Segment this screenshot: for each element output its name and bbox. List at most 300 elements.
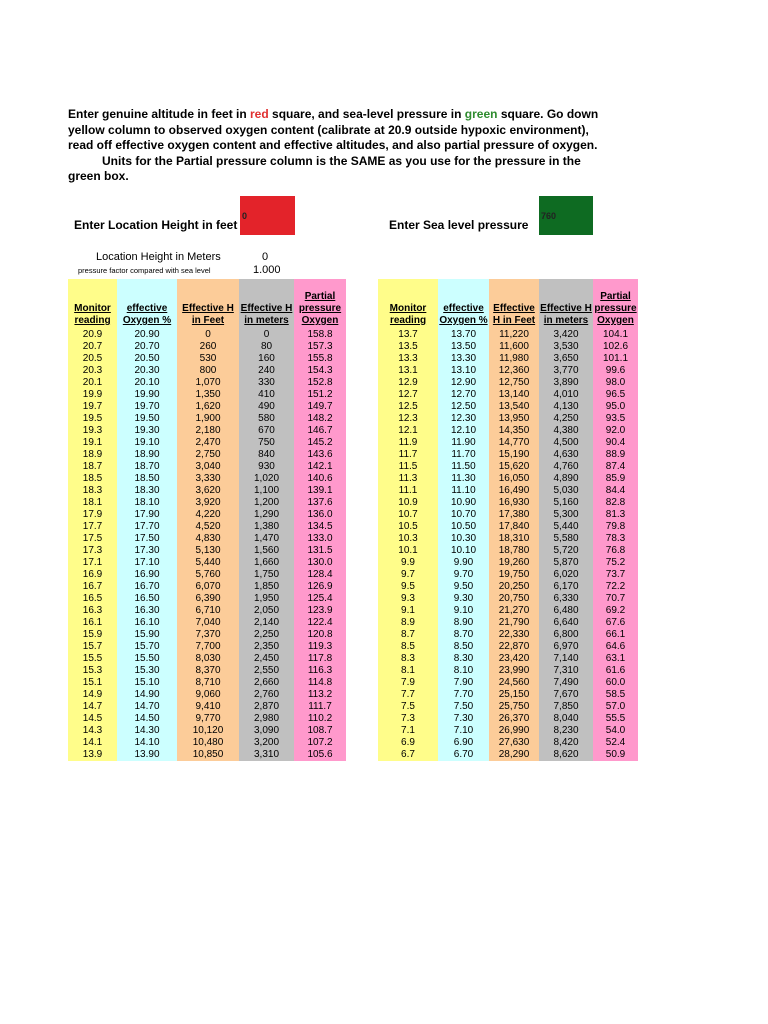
effective-feet-cell: 10,480 [177,737,239,749]
effective-feet-cell: 27,630 [489,737,539,749]
partial-pressure-cell: 88.9 [593,449,638,461]
partial-pressure-cell: 70.7 [593,593,638,605]
monitor-reading-cell: 8.3 [378,653,438,665]
monitor-reading-cell: 14.9 [68,689,117,701]
effective-oxygen-cell: 20.70 [117,341,177,353]
partial-pressure-cell: 87.4 [593,461,638,473]
table-row [68,725,346,737]
monitor-reading-cell: 13.5 [378,341,438,353]
partial-pressure-cell: 113.2 [294,689,346,701]
partial-pressure-cell: 75.2 [593,557,638,569]
monitor-reading-cell: 13.7 [378,329,438,341]
effective-meters-cell: 1,660 [239,557,294,569]
effective-meters-cell: 2,450 [239,653,294,665]
monitor-reading-cell: 18.1 [68,497,117,509]
effective-meters-cell: 1,750 [239,569,294,581]
factor-label: pressure factor compared with sea level [78,266,211,275]
effective-oxygen-cell: 10.10 [438,545,489,557]
effective-oxygen-cell: 7.50 [438,701,489,713]
effective-oxygen-cell: 19.50 [117,413,177,425]
partial-pressure-cell: 67.6 [593,617,638,629]
partial-pressure-cell: 140.6 [294,473,346,485]
table-row [68,581,346,593]
effective-feet-cell: 14,770 [489,437,539,449]
effective-oxygen-cell: 8.10 [438,665,489,677]
monitor-reading-cell: 19.3 [68,425,117,437]
effective-oxygen-cell: 9.70 [438,569,489,581]
partial-pressure-cell: 82.8 [593,497,638,509]
table-row [68,449,346,461]
monitor-reading-cell: 15.7 [68,641,117,653]
effective-feet-cell: 8,030 [177,653,239,665]
effective-oxygen-cell: 10.70 [438,509,489,521]
table-row [68,569,346,581]
table-row [68,329,346,341]
table-row [68,473,346,485]
effective-meters-cell: 3,650 [539,353,593,365]
partial-pressure-cell: 98.0 [593,377,638,389]
table-row [378,389,638,401]
table-row [378,677,638,689]
partial-pressure-cell: 60.0 [593,677,638,689]
effective-feet-cell: 6,070 [177,581,239,593]
table-header-row [68,279,346,329]
table-row [68,389,346,401]
monitor-reading-cell: 15.3 [68,665,117,677]
monitor-reading-cell: 12.9 [378,377,438,389]
effective-meters-cell: 240 [239,365,294,377]
monitor-reading-cell: 20.7 [68,341,117,353]
effective-meters-cell: 5,300 [539,509,593,521]
effective-meters-cell: 1,850 [239,581,294,593]
monitor-reading-cell: 8.1 [378,665,438,677]
effective-feet-cell: 24,560 [489,677,539,689]
table-row [68,353,346,365]
table-row [68,461,346,473]
monitor-reading-cell: 18.5 [68,473,117,485]
partial-pressure-cell: 133.0 [294,533,346,545]
effective-oxygen-cell: 16.70 [117,581,177,593]
monitor-reading-cell: 9.5 [378,581,438,593]
effective-oxygen-cell: 14.50 [117,713,177,725]
partial-pressure-cell: 157.3 [294,341,346,353]
table-row [68,401,346,413]
effective-feet-cell: 16,930 [489,497,539,509]
table-row [68,713,346,725]
effective-meters-cell: 2,980 [239,713,294,725]
table-row [378,485,638,497]
effective-oxygen-cell: 15.10 [117,677,177,689]
effective-oxygen-cell: 14.30 [117,725,177,737]
effective-feet-cell: 22,330 [489,629,539,641]
table-row [68,749,346,761]
partial-pressure-cell: 108.7 [294,725,346,737]
effective-oxygen-cell: 6.70 [438,749,489,761]
effective-meters-cell: 4,630 [539,449,593,461]
monitor-reading-cell: 19.5 [68,413,117,425]
effective-meters-cell: 5,440 [539,521,593,533]
monitor-reading-cell: 20.9 [68,329,117,341]
monitor-reading-cell: 20.3 [68,365,117,377]
table-row [378,449,638,461]
partial-pressure-cell: 76.8 [593,545,638,557]
effective-meters-cell: 410 [239,389,294,401]
effective-feet-cell: 3,620 [177,485,239,497]
effective-oxygen-cell: 14.10 [117,737,177,749]
effective-meters-cell: 8,620 [539,749,593,761]
effective-meters-cell: 2,870 [239,701,294,713]
effective-feet-cell: 14,350 [489,425,539,437]
effective-oxygen-cell: 19.70 [117,401,177,413]
partial-pressure-cell: 66.1 [593,629,638,641]
effective-feet-cell: 26,990 [489,725,539,737]
header-effective-feet: Effective H in Feet [177,279,239,329]
effective-meters-cell: 2,550 [239,665,294,677]
header-effective-feet: Effective H in Feet [489,279,539,329]
effective-oxygen-cell: 12.30 [438,413,489,425]
partial-pressure-cell: 125.4 [294,593,346,605]
effective-oxygen-cell: 20.90 [117,329,177,341]
table-row [378,689,638,701]
partial-pressure-cell: 154.3 [294,365,346,377]
effective-feet-cell: 22,870 [489,641,539,653]
effective-meters-cell: 840 [239,449,294,461]
table-row [68,341,346,353]
effective-meters-cell: 1,100 [239,485,294,497]
effective-feet-cell: 11,600 [489,341,539,353]
effective-oxygen-cell: 18.30 [117,485,177,497]
effective-feet-cell: 2,470 [177,437,239,449]
effective-meters-cell: 1,290 [239,509,294,521]
monitor-reading-cell: 9.3 [378,593,438,605]
effective-feet-cell: 19,750 [489,569,539,581]
effective-oxygen-cell: 13.30 [438,353,489,365]
effective-oxygen-cell: 19.10 [117,437,177,449]
effective-feet-cell: 7,700 [177,641,239,653]
partial-pressure-cell: 104.1 [593,329,638,341]
effective-meters-cell: 5,580 [539,533,593,545]
effective-meters-cell: 1,380 [239,521,294,533]
effective-feet-cell: 16,050 [489,473,539,485]
partial-pressure-cell: 114.8 [294,677,346,689]
table-row [68,521,346,533]
monitor-reading-cell: 14.5 [68,713,117,725]
pressure-input-cell[interactable]: 760 [539,196,593,235]
partial-pressure-cell: 84.4 [593,485,638,497]
partial-pressure-cell: 102.6 [593,341,638,353]
meters-value: 0 [262,251,269,263]
monitor-reading-cell: 7.5 [378,701,438,713]
table-row [378,461,638,473]
instructions [68,107,628,185]
effective-oxygen-cell: 9.90 [438,557,489,569]
partial-pressure-cell: 134.5 [294,521,346,533]
effective-meters-cell: 2,660 [239,677,294,689]
effective-meters-cell: 4,890 [539,473,593,485]
effective-meters-cell: 6,020 [539,569,593,581]
partial-pressure-cell: 120.8 [294,629,346,641]
partial-pressure-cell: 69.2 [593,605,638,617]
partial-pressure-cell: 142.1 [294,461,346,473]
effective-meters-cell: 5,720 [539,545,593,557]
effective-oxygen-cell: 13.10 [438,365,489,377]
table-row [68,557,346,569]
effective-oxygen-cell: 20.30 [117,365,177,377]
monitor-reading-cell: 20.1 [68,377,117,389]
intro-line4: Units for the Partial pressure column is the SAME as you use for the pressure in the [102,153,581,168]
table-row [68,509,346,521]
partial-pressure-cell: 92.0 [593,425,638,437]
monitor-reading-cell: 9.1 [378,605,438,617]
monitor-reading-cell: 12.5 [378,401,438,413]
effective-oxygen-cell: 15.30 [117,665,177,677]
intro-line1c: square. Go down [497,107,599,121]
table-row [68,485,346,497]
table-row [68,629,346,641]
effective-meters-cell: 3,310 [239,749,294,761]
table-row [68,689,346,701]
effective-meters-cell: 580 [239,413,294,425]
partial-pressure-cell: 137.6 [294,497,346,509]
monitor-reading-cell: 14.1 [68,737,117,749]
effective-meters-cell: 2,760 [239,689,294,701]
effective-feet-cell: 6,390 [177,593,239,605]
table-row [68,605,346,617]
effective-feet-cell: 11,220 [489,329,539,341]
partial-pressure-cell: 158.8 [294,329,346,341]
partial-pressure-cell: 105.6 [294,749,346,761]
monitor-reading-cell: 10.1 [378,545,438,557]
monitor-reading-cell: 6.7 [378,749,438,761]
effective-oxygen-cell: 15.50 [117,653,177,665]
effective-oxygen-cell: 13.70 [438,329,489,341]
effective-meters-cell: 7,490 [539,677,593,689]
partial-pressure-cell: 107.2 [294,737,346,749]
effective-oxygen-cell: 17.70 [117,521,177,533]
intro-line1b: square, and sea-level pressure in [268,107,465,121]
table-row [378,377,638,389]
effective-meters-cell: 6,640 [539,617,593,629]
effective-feet-cell: 3,920 [177,497,239,509]
effective-feet-cell: 28,290 [489,749,539,761]
effective-feet-cell: 10,850 [177,749,239,761]
effective-feet-cell: 17,840 [489,521,539,533]
monitor-reading-cell: 18.7 [68,461,117,473]
monitor-reading-cell: 17.7 [68,521,117,533]
table-row [68,497,346,509]
effective-oxygen-cell: 17.30 [117,545,177,557]
pressure-input-label: Enter Sea level pressure [389,218,529,232]
partial-pressure-cell: 54.0 [593,725,638,737]
monitor-reading-cell: 7.7 [378,689,438,701]
table-row [68,737,346,749]
monitor-reading-cell: 11.9 [378,437,438,449]
effective-meters-cell: 7,670 [539,689,593,701]
partial-pressure-cell: 93.5 [593,413,638,425]
header-monitor-reading: Monitor reading [68,279,117,329]
monitor-reading-cell: 19.1 [68,437,117,449]
partial-pressure-cell: 52.4 [593,737,638,749]
partial-pressure-cell: 101.1 [593,353,638,365]
table-row [68,617,346,629]
monitor-reading-cell: 11.3 [378,473,438,485]
table-row [378,665,638,677]
effective-feet-cell: 26,370 [489,713,539,725]
table-row [378,701,638,713]
effective-oxygen-cell: 7.10 [438,725,489,737]
effective-oxygen-cell: 15.70 [117,641,177,653]
effective-feet-cell: 12,750 [489,377,539,389]
effective-meters-cell: 7,140 [539,653,593,665]
effective-feet-cell: 530 [177,353,239,365]
effective-oxygen-cell: 18.70 [117,461,177,473]
monitor-reading-cell: 7.1 [378,725,438,737]
monitor-reading-cell: 6.9 [378,737,438,749]
effective-feet-cell: 15,620 [489,461,539,473]
monitor-reading-cell: 12.3 [378,413,438,425]
effective-feet-cell: 21,270 [489,605,539,617]
monitor-reading-cell: 17.1 [68,557,117,569]
partial-pressure-cell: 85.9 [593,473,638,485]
table-row [68,365,346,377]
monitor-reading-cell: 12.1 [378,425,438,437]
effective-feet-cell: 8,370 [177,665,239,677]
effective-oxygen-cell: 11.90 [438,437,489,449]
effective-meters-cell: 1,950 [239,593,294,605]
effective-meters-cell: 490 [239,401,294,413]
effective-feet-cell: 21,790 [489,617,539,629]
table-row [68,377,346,389]
effective-feet-cell: 1,900 [177,413,239,425]
table-row [378,605,638,617]
effective-feet-cell: 25,750 [489,701,539,713]
partial-pressure-cell: 57.0 [593,701,638,713]
partial-pressure-cell: 119.3 [294,641,346,653]
monitor-reading-cell: 14.7 [68,701,117,713]
partial-pressure-cell: 131.5 [294,545,346,557]
effective-feet-cell: 1,070 [177,377,239,389]
effective-feet-cell: 800 [177,365,239,377]
table-row [378,725,638,737]
effective-oxygen-cell: 11.50 [438,461,489,473]
effective-feet-cell: 7,370 [177,629,239,641]
table-row [378,329,638,341]
effective-meters-cell: 2,050 [239,605,294,617]
effective-meters-cell: 750 [239,437,294,449]
effective-meters-cell: 2,350 [239,641,294,653]
partial-pressure-cell: 139.1 [294,485,346,497]
table-row [378,425,638,437]
effective-oxygen-cell: 17.90 [117,509,177,521]
header-monitor-reading: Monitor reading [378,279,438,329]
table-row [378,497,638,509]
effective-oxygen-cell: 13.50 [438,341,489,353]
partial-pressure-cell: 110.2 [294,713,346,725]
partial-pressure-cell: 117.8 [294,653,346,665]
monitor-reading-cell: 16.3 [68,605,117,617]
effective-feet-cell: 9,770 [177,713,239,725]
effective-meters-cell: 3,420 [539,329,593,341]
monitor-reading-cell: 15.9 [68,629,117,641]
effective-oxygen-cell: 18.10 [117,497,177,509]
table-row [68,653,346,665]
effective-oxygen-cell: 11.10 [438,485,489,497]
effective-oxygen-cell: 9.10 [438,605,489,617]
effective-feet-cell: 17,380 [489,509,539,521]
monitor-reading-cell: 10.5 [378,521,438,533]
monitor-reading-cell: 11.1 [378,485,438,497]
effective-meters-cell: 330 [239,377,294,389]
effective-oxygen-cell: 7.90 [438,677,489,689]
effective-feet-cell: 3,040 [177,461,239,473]
effective-feet-cell: 5,440 [177,557,239,569]
header-partial-pressure: Partial pressure Oxygen [294,279,346,329]
partial-pressure-cell: 128.4 [294,569,346,581]
effective-oxygen-cell: 19.30 [117,425,177,437]
height-input-cell[interactable]: 0 [240,196,295,235]
effective-meters-cell: 3,090 [239,725,294,737]
table-row [378,365,638,377]
effective-meters-cell: 930 [239,461,294,473]
partial-pressure-cell: 95.0 [593,401,638,413]
effective-meters-cell: 4,250 [539,413,593,425]
monitor-reading-cell: 19.7 [68,401,117,413]
effective-meters-cell: 6,800 [539,629,593,641]
table-header-row [378,279,638,329]
effective-oxygen-cell: 12.70 [438,389,489,401]
header-effective-oxygen: effective Oxygen % [438,279,489,329]
effective-oxygen-cell: 8.30 [438,653,489,665]
effective-oxygen-cell: 15.90 [117,629,177,641]
effective-oxygen-cell: 16.50 [117,593,177,605]
table-row [378,653,638,665]
monitor-reading-cell: 14.3 [68,725,117,737]
effective-feet-cell: 7,040 [177,617,239,629]
table-row [68,545,346,557]
partial-pressure-cell: 155.8 [294,353,346,365]
monitor-reading-cell: 15.5 [68,653,117,665]
partial-pressure-cell: 149.7 [294,401,346,413]
effective-oxygen-cell: 8.70 [438,629,489,641]
partial-pressure-cell: 73.7 [593,569,638,581]
effective-meters-cell: 670 [239,425,294,437]
monitor-reading-cell: 20.5 [68,353,117,365]
effective-oxygen-cell: 7.70 [438,689,489,701]
effective-meters-cell: 6,170 [539,581,593,593]
effective-feet-cell: 6,710 [177,605,239,617]
monitor-reading-cell: 8.7 [378,629,438,641]
effective-oxygen-cell: 13.90 [117,749,177,761]
table-row [378,341,638,353]
partial-pressure-cell: 96.5 [593,389,638,401]
monitor-reading-cell: 11.7 [378,449,438,461]
monitor-reading-cell: 9.7 [378,569,438,581]
effective-meters-cell: 2,250 [239,629,294,641]
table-row [378,629,638,641]
oxygen-table-right [378,279,638,761]
effective-feet-cell: 18,310 [489,533,539,545]
effective-feet-cell: 20,250 [489,581,539,593]
effective-oxygen-cell: 6.90 [438,737,489,749]
effective-meters-cell: 6,330 [539,593,593,605]
effective-feet-cell: 23,990 [489,665,539,677]
table-row [68,593,346,605]
header-effective-oxygen: effective Oxygen % [117,279,177,329]
effective-oxygen-cell: 9.30 [438,593,489,605]
intro-line1a: Enter genuine altitude in feet in [68,107,251,121]
table-row [378,593,638,605]
header-effective-meters: Effective H in meters [239,279,294,329]
